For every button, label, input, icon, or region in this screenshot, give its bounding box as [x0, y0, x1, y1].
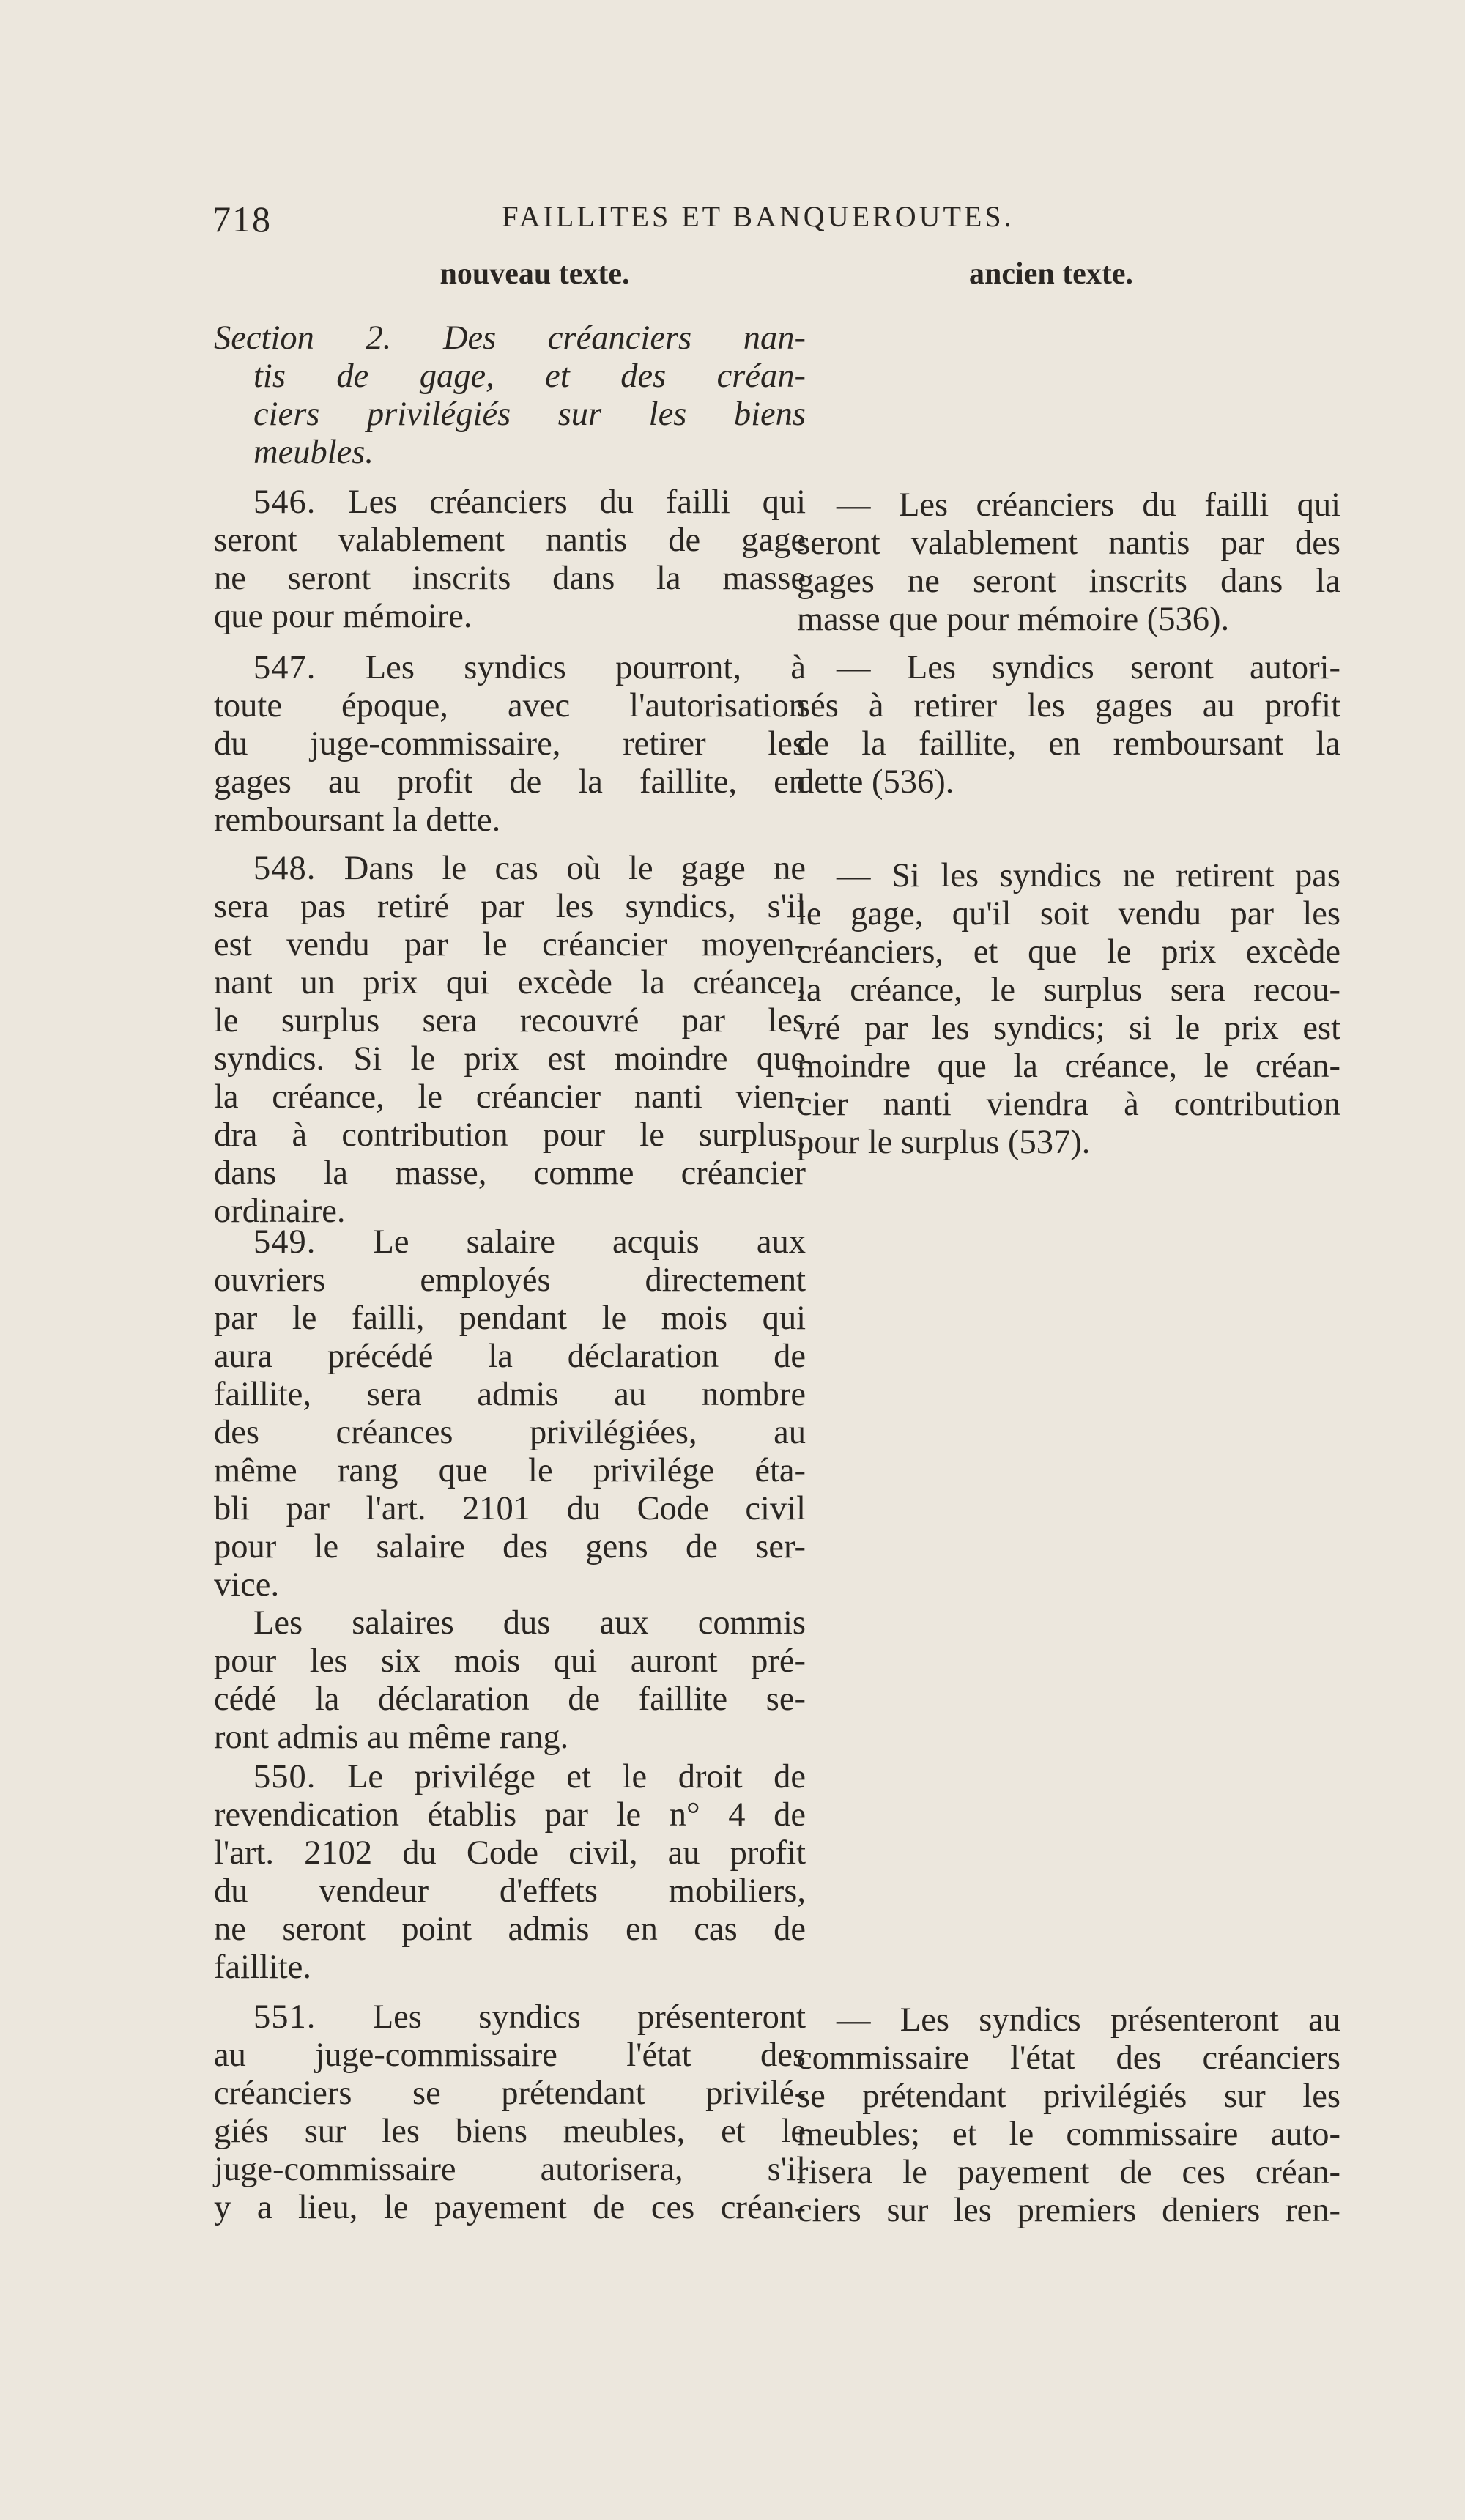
- article-number: 551.: [253, 1998, 316, 2036]
- section-title: [214, 319, 806, 472]
- article-number: 549.: [253, 1223, 316, 1261]
- old-article-line: gages ne seront inscrits dans la: [797, 563, 1340, 600]
- running-head: [212, 198, 1304, 242]
- article-line: Les syndics pourront, à: [316, 649, 806, 686]
- article-line: le surplus sera recouvré par les: [214, 1002, 806, 1040]
- article-line: Dans le cas où le gage ne: [316, 850, 806, 887]
- article-line: ne seront point admis en cas de: [214, 1911, 806, 1948]
- section-title-line: ciers privilégiés sur les biens: [253, 396, 806, 433]
- old-article-line: vré par les syndics; si le prix est: [797, 1009, 1340, 1047]
- article-line: que pour mémoire.: [214, 598, 472, 635]
- old-article-line: cier nanti viendra à contribution: [797, 1086, 1340, 1123]
- article-line: revendication établis par le n° 4 de: [214, 1796, 806, 1834]
- article-line: vice.: [214, 1566, 280, 1604]
- article-line: y a lieu, le payement de ces créan-: [214, 2189, 806, 2226]
- article-number: 548.: [253, 850, 316, 887]
- article-line: ordinaire.: [214, 1193, 346, 1230]
- article-line: Les créanciers du failli qui: [316, 483, 806, 521]
- article-line: pour les six mois qui auront pré-: [214, 1642, 806, 1680]
- article-551: [214, 1998, 806, 2227]
- article-line: nant un prix qui excède la créance,: [214, 964, 806, 1001]
- old-article-line: masse que pour mémoire (536).: [797, 601, 1230, 638]
- running-title: FAILLITES ET BANQUEROUTES.: [502, 200, 1015, 233]
- old-article-line: meubles; et le commissaire auto-: [797, 2116, 1340, 2153]
- old-article-line: commissaire l'état des créanciers: [797, 2039, 1340, 2077]
- old-article-line: — Les syndics présenteront au: [837, 2001, 1340, 2039]
- article-line: Les salaires dus aux commis: [253, 1604, 806, 1642]
- old-article-line: de la faillite, en remboursant la: [797, 725, 1340, 763]
- article-line: remboursant la dette.: [214, 801, 501, 839]
- article-line: sera pas retiré par les syndics, s'il: [214, 888, 806, 925]
- old-article-line: créanciers, et que le prix excède: [797, 933, 1340, 971]
- article-line: au juge-commissaire l'état des: [214, 2037, 806, 2074]
- old-article-line: seront valablement nantis par des: [797, 525, 1340, 562]
- new-text-heading: nouveau texte.: [440, 257, 630, 291]
- old-article-line: risera le payement de ces créan-: [797, 2154, 1340, 2191]
- article-line: cédé la déclaration de faillite se-: [214, 1680, 806, 1718]
- article-line: juge-commissaire autorisera, s'il: [214, 2151, 806, 2188]
- old-article: [797, 2001, 1340, 2230]
- article-line: Le salaire acquis aux: [316, 1223, 806, 1261]
- article-550: [214, 1758, 806, 1987]
- article-line: ne seront inscrits dans la masse: [214, 560, 806, 597]
- article-line: par le failli, pendant le mois qui: [214, 1300, 806, 1337]
- old-article-line: la créance, le surplus sera recou-: [797, 971, 1340, 1009]
- page-number: 718: [212, 199, 272, 240]
- article-546: [214, 483, 806, 636]
- old-article-line: — Les créanciers du failli qui: [837, 486, 1340, 524]
- section-title-line: meubles.: [253, 434, 374, 471]
- article-line: créanciers se prétendant privilé-: [214, 2075, 806, 2112]
- article-548: [214, 850, 806, 1231]
- article-547: [214, 649, 806, 840]
- article-line: gages au profit de la faillite, en: [214, 763, 806, 801]
- article-line: giés sur les biens meubles, et le: [214, 2113, 806, 2150]
- article-line: ouvriers employés directement: [214, 1261, 806, 1299]
- article-line: syndics. Si le prix est moindre que: [214, 1040, 806, 1078]
- article-line: Le privilége et le droit de: [316, 1758, 806, 1796]
- article-line: dans la masse, comme créancier: [214, 1155, 806, 1192]
- article-line: aura précédé la déclaration de: [214, 1338, 806, 1375]
- article-line: même rang que le privilége éta-: [214, 1452, 806, 1489]
- old-article-line: dette (536).: [797, 763, 954, 801]
- old-article: [797, 649, 1340, 801]
- section-title-line: tis de gage, et des créan-: [253, 357, 806, 395]
- old-article-line: pour le surplus (537).: [797, 1124, 1091, 1161]
- article-number: 550.: [253, 1758, 316, 1796]
- article-line: ront admis au même rang.: [214, 1719, 569, 1756]
- article-line: faillite.: [214, 1949, 311, 1986]
- old-article-line: moindre que la créance, le créan-: [797, 1048, 1340, 1085]
- article-549: [214, 1223, 806, 1757]
- old-text-heading: ancien texte.: [969, 257, 1133, 291]
- article-line: Les syndics présenteront: [316, 1998, 806, 2036]
- old-article-line: se prétendant privilégiés sur les: [797, 2078, 1340, 2115]
- article-line: des créances privilégiées, au: [214, 1414, 806, 1451]
- article-line: toute époque, avec l'autorisation: [214, 687, 806, 724]
- article-line: la créance, le créancier nanti vien-: [214, 1078, 806, 1116]
- article-line: du juge-commissaire, retirer les: [214, 725, 806, 763]
- article-line: faillite, sera admis au nombre: [214, 1376, 806, 1413]
- article-line: l'art. 2102 du Code civil, au profit: [214, 1834, 806, 1872]
- article-line: bli par l'art. 2101 du Code civil: [214, 1490, 806, 1527]
- section-title-line: Section 2. Des créanciers nan-: [214, 319, 806, 357]
- old-article: [797, 486, 1340, 639]
- old-article-line: ciers sur les premiers deniers ren-: [797, 2192, 1340, 2229]
- article-line: est vendu par le créancier moyen-: [214, 926, 806, 963]
- article-number: 547.: [253, 649, 316, 686]
- article-line: dra à contribution pour le surplus,: [214, 1116, 806, 1154]
- old-article-line: sés à retirer les gages au profit: [797, 687, 1340, 724]
- old-article-line: — Les syndics seront autori-: [837, 649, 1340, 686]
- article-line: pour le salaire des gens de ser-: [214, 1528, 806, 1565]
- old-article: [797, 857, 1340, 1162]
- article-line: seront valablement nantis de gage: [214, 522, 806, 559]
- article-line: du vendeur d'effets mobiliers,: [214, 1872, 806, 1910]
- article-number: 546.: [253, 483, 316, 521]
- old-article-line: le gage, qu'il soit vendu par les: [797, 895, 1340, 933]
- old-article-line: — Si les syndics ne retirent pas: [837, 857, 1340, 894]
